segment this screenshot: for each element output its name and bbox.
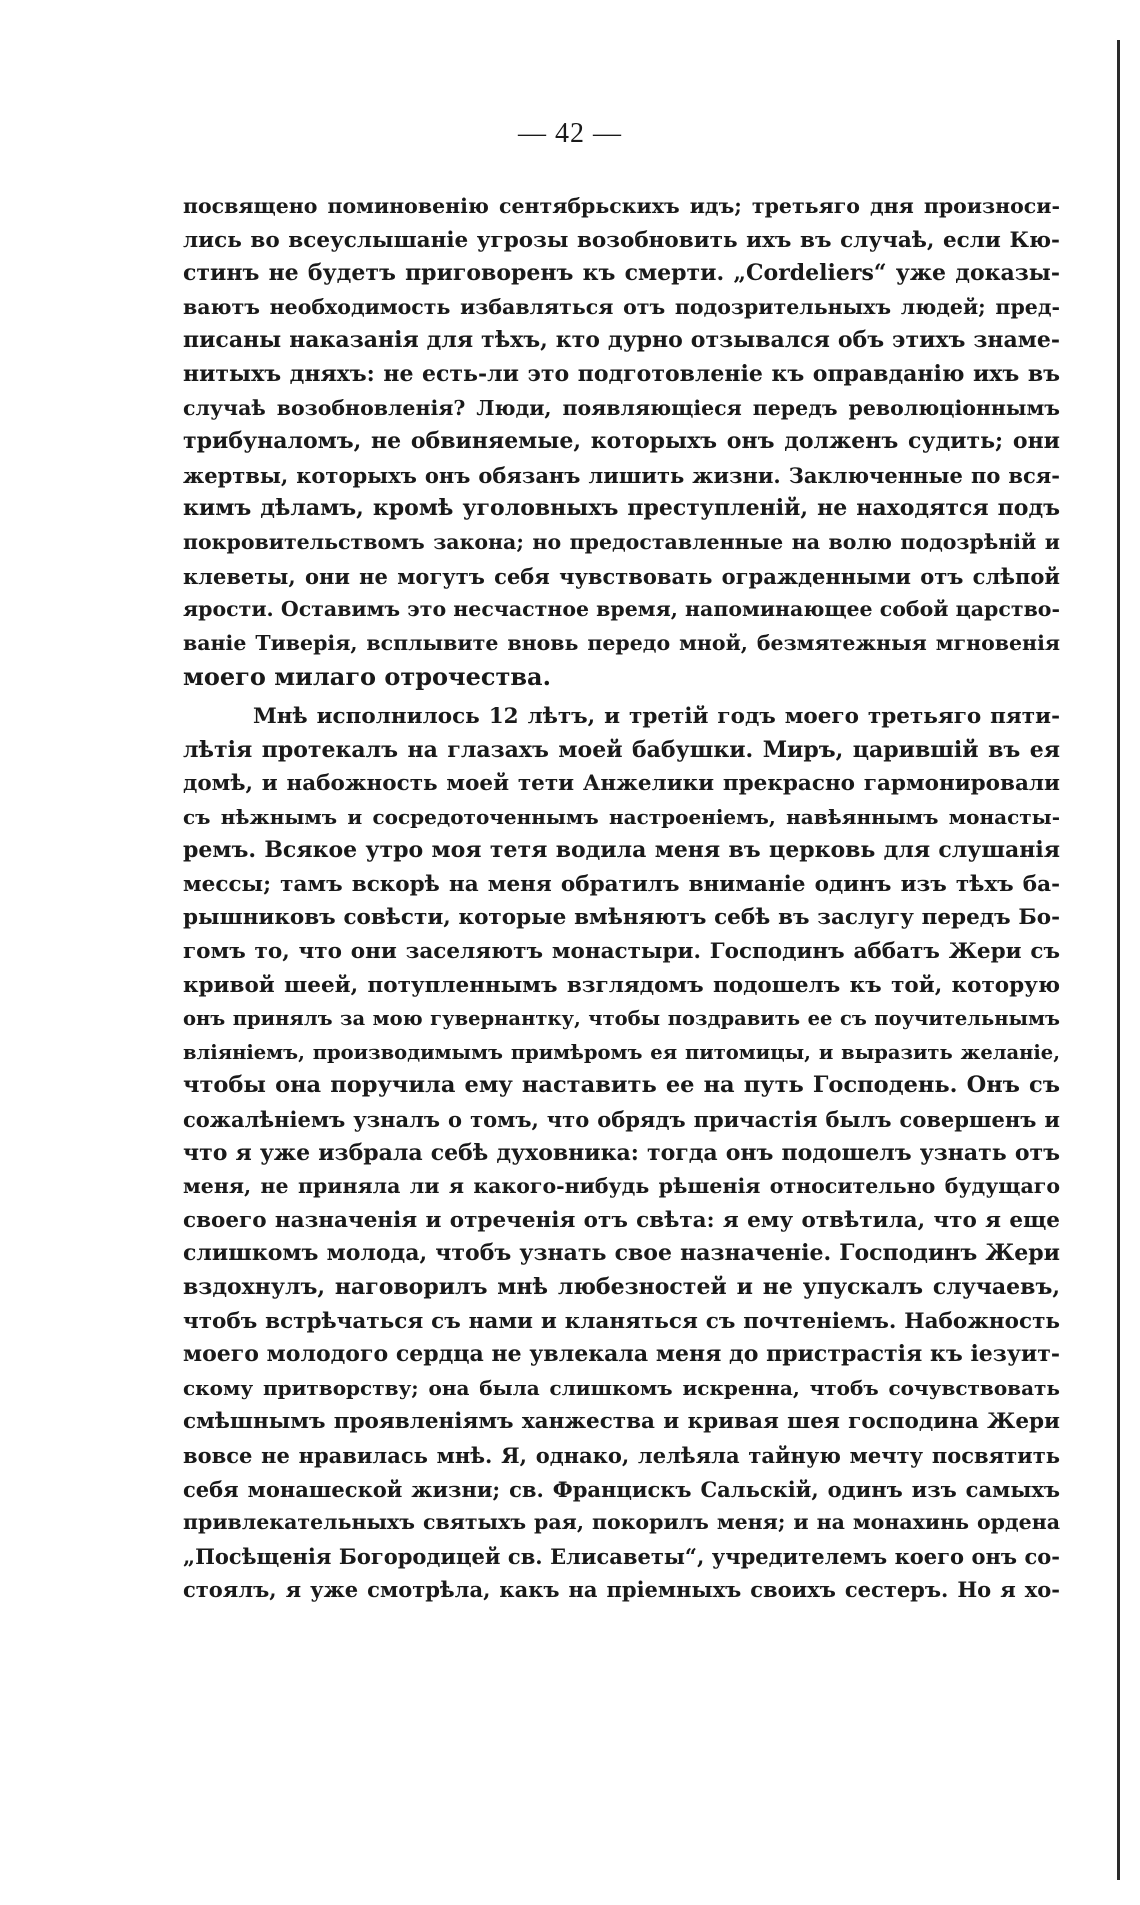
text-line: слишкомъ молода, чтобъ узнать свое назначенiе. Господинъ Жери — [183, 1240, 1060, 1267]
body-text — [183, 190, 1060, 1607]
text-line: нитыхъ дняхъ: не есть-ли это подготовленiе къ оправданiю ихъ въ — [183, 360, 1060, 387]
text-line: меня, не приняла ли я какого-нибудь рѣшенiя относительно будущаго — [183, 1174, 1060, 1199]
text-line: моего милаго отрочества. — [183, 662, 551, 692]
text-line: чтобъ встрѣчаться съ нами и кланяться съ почтенiемъ. Набожность — [183, 1308, 1060, 1334]
text-line: смѣшнымъ проявленiямъ ханжества и кривая шея господина Жери — [183, 1409, 1060, 1435]
text-line: что я уже избрала себѣ духовника: тогда онъ подошелъ узнать отъ — [183, 1139, 1060, 1166]
text-line: гомъ то, что они заселяютъ монастыри. Господинъ аббатъ Жери съ — [183, 939, 1060, 965]
text-line: ванiе Тиверiя, всплывите вновь передо мной, безмятежныя мгновенiя — [183, 630, 1060, 655]
text-line: трибуналомъ, не обвиняемые, которыхъ онъ долженъ судить; они — [183, 428, 1060, 455]
text-line: вздохнулъ, наговорилъ мнѣ любезностей и не упускалъ случаевъ, — [183, 1274, 1060, 1300]
text-line: ваютъ необходимость избавляться отъ подозрительныхъ людей; пред- — [183, 294, 1060, 319]
text-line: посвящено поминовенiю сентябрьскихъ идъ; третьяго дня произноси- — [183, 194, 1060, 218]
text-line: съ нѣжнымъ и сосредоточеннымъ настроенiемъ, навѣяннымъ монасты- — [183, 804, 1060, 829]
text-line: вовсе не нравилась мнѣ. Я, однако, лелѣяла тайную мечту посвятить — [183, 1442, 1060, 1468]
page-edge-line — [1117, 40, 1120, 1880]
text-line: писаны наказанiя для тѣхъ, кто дурно отзывался объ этихъ знаме- — [183, 327, 1060, 354]
text-line: себя монашеской жизни; св. Францискъ Сальскiй, одинъ изъ самыхъ — [183, 1476, 1060, 1502]
text-line: онъ принялъ за мою гувернантку, чтобы поздравить ее съ поучительнымъ — [183, 1007, 1060, 1031]
text-line: лѣтiя протекалъ на глазахъ моей бабушки. Миръ, царившiй въ ея — [183, 736, 1060, 763]
text-line: домѣ, и набожность моей тети Анжелики прекрасно гармонировали — [183, 771, 1060, 797]
page-number: — 42 — — [518, 118, 622, 149]
text-line: своего назначенiя и отреченiя отъ свѣта: я ему отвѣтила, что я еще — [183, 1207, 1060, 1233]
text-line: влiянiемъ, производимымъ примѣромъ ея питомицы, и выразить желанiе, — [183, 1040, 1060, 1064]
text-line: стинъ не будетъ приговоренъ къ смерти. „Cordeliers“ уже доказы- — [183, 260, 1060, 287]
text-line: привлекательныхъ святыхъ рая, покорилъ меня; и на монахинь ордена — [183, 1510, 1060, 1535]
text-line: случаѣ возобновленiя? Люди, появляющiеся передъ революцiоннымъ — [183, 395, 1060, 420]
text-line: „Посѣщенiя Богородицей св. Елисаветы“, учредителемъ коего онъ со- — [183, 1543, 1060, 1569]
text-line: ремъ. Всякое утро моя тетя водила меня въ церковь для слушанiя — [183, 837, 1060, 864]
text-line: мессы; тамъ вскорѣ на меня обратилъ вниманiе одинъ изъ тѣхъ ба- — [183, 871, 1060, 897]
text-line: ярости. Оставимъ это несчастное время, напоминающее собой царство- — [183, 597, 1060, 622]
text-line: Мнѣ исполнилось 12 лѣтъ, и третiй годъ моего третьяго пяти- — [253, 703, 1060, 729]
text-line: покровительствомъ закона; но предоставленные на волю подозрѣнiй и — [183, 529, 1060, 554]
text-line: скому притворству; она была слишкомъ искренна, чтобъ сочувствовать — [183, 1375, 1060, 1400]
text-line: стоялъ, я уже смотрѣла, какъ на прiемныхъ своихъ сестеръ. Но я хо- — [183, 1577, 1060, 1603]
text-line: чтобы она поручила ему наставить ее на путь Господень. Онъ съ — [183, 1072, 1060, 1099]
text-line: кимъ дѣламъ, кромѣ уголовныхъ преступленiй, не находятся подъ — [183, 495, 1060, 522]
text-line: сожалѣнiемъ узналъ о томъ, что обрядъ причастiя былъ совершенъ и — [183, 1107, 1060, 1133]
text-line: жертвы, которыхъ онъ обязанъ лишить жизни. Заключенные по вся- — [183, 462, 1060, 488]
text-line: клеветы, они не могутъ себя чувствовать огражденными отъ слѣпой — [183, 563, 1060, 589]
text-line: рышниковъ совѣсти, которые вмѣняютъ себѣ въ заслугу передъ Бо- — [183, 905, 1060, 931]
text-line: моего молодого сердца не увлекала меня до пристрастiя къ iезуит- — [183, 1341, 1060, 1368]
text-line: кривой шеей, потупленнымъ взглядомъ подошелъ къ той, которую — [183, 972, 1060, 998]
text-line: лись во всеуслышанiе угрозы возобновить ихъ въ случаѣ, если Кю- — [183, 227, 1060, 253]
